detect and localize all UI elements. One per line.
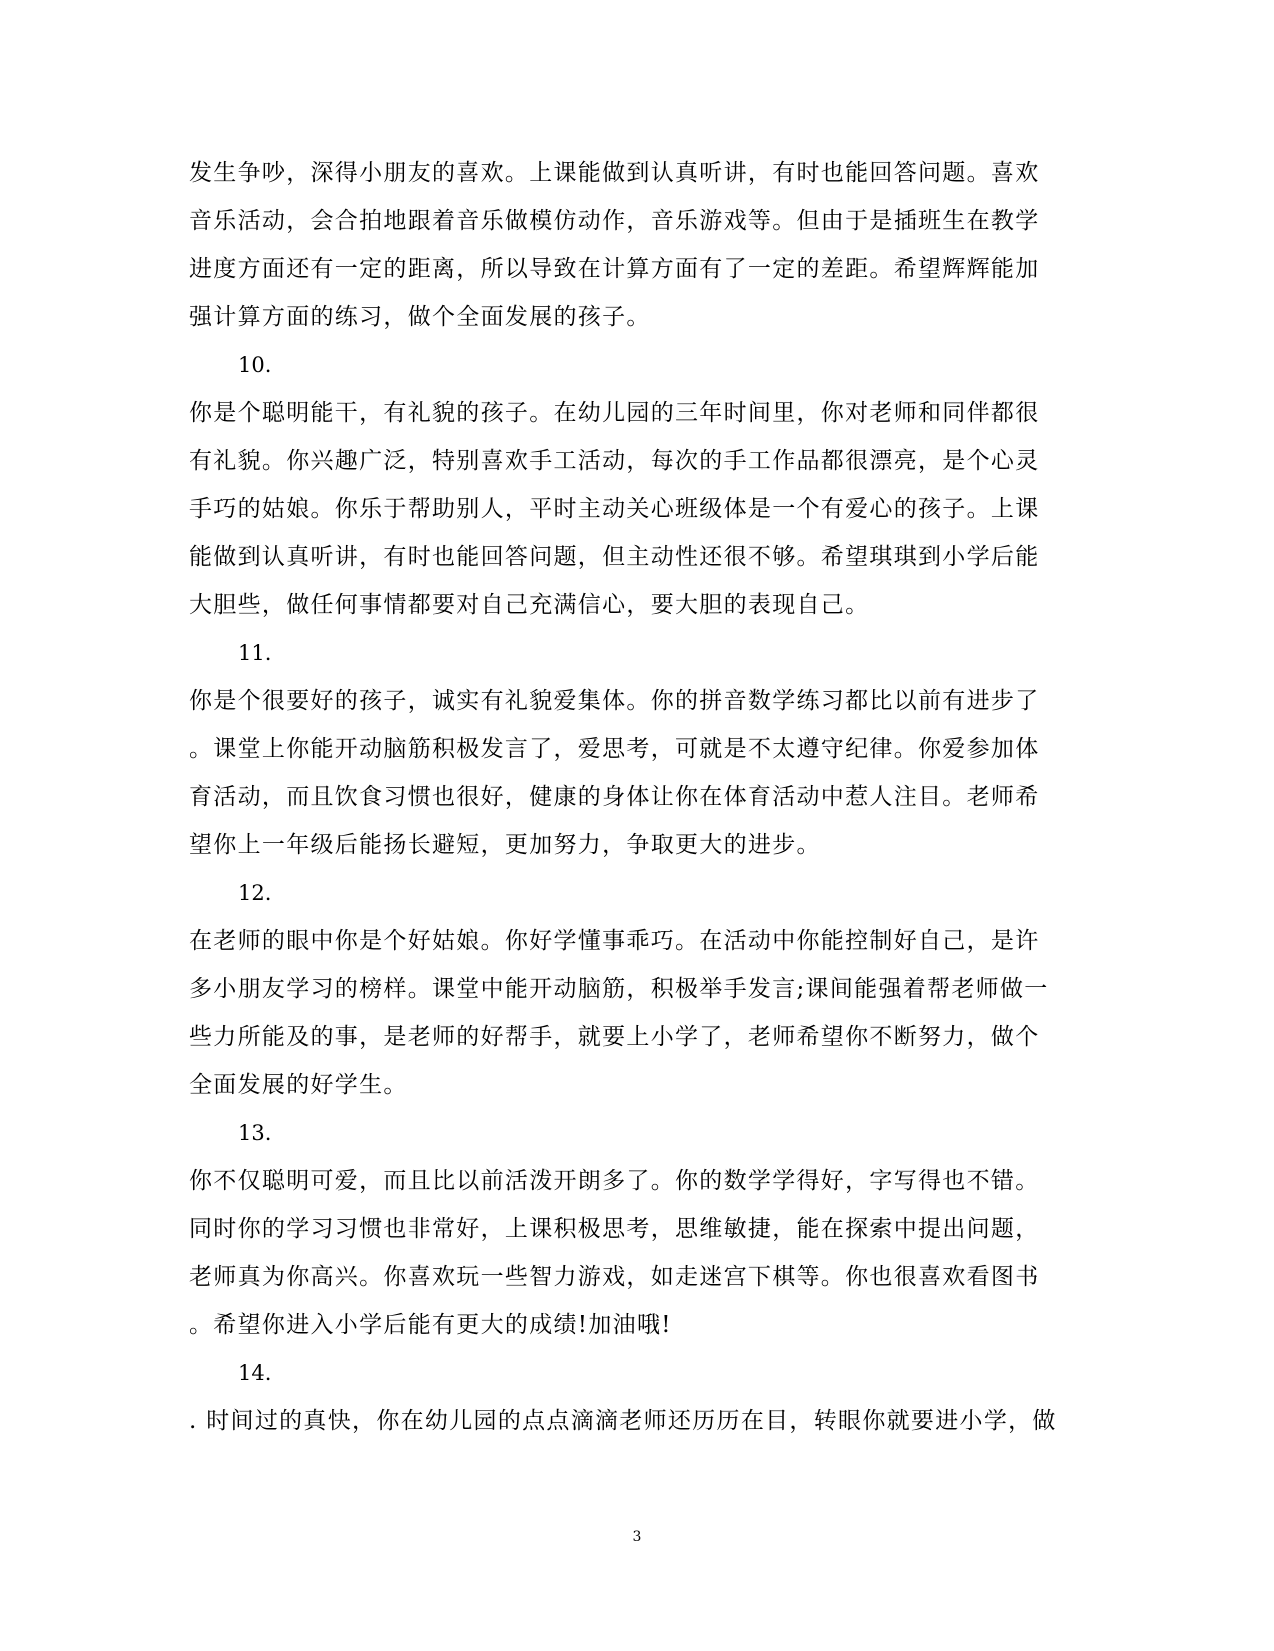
paragraph-line: 强计算方面的练习，做个全面发展的孩子。 (189, 304, 651, 330)
paragraph-line: 全面发展的好学生。 (189, 1072, 408, 1098)
paragraph-line: 音乐活动，会合拍地跟着音乐做模仿动作，音乐游戏等。但由于是插班生在教学 (189, 208, 1040, 234)
document-body (189, 149, 1069, 1445)
paragraph-line: 发生争吵，深得小朋友的喜欢。上课能做到认真听讲，有时也能回答问题。喜欢 (189, 160, 1040, 186)
paragraph-line: 。希望你进入小学后能有更大的成绩!加油哦! (189, 1312, 672, 1338)
paragraph-line: 在老师的眼中你是个好姑娘。你好学懂事乖巧。在活动中你能控制好自己，是许 (189, 928, 1040, 954)
paragraph-line: 多小朋友学习的榜样。课堂中能开动脑筋，积极举手发言;课间能强着帮老师做一 (189, 976, 1049, 1002)
page-number: 3 (632, 1529, 642, 1545)
paragraph-line: 手巧的姑娘。你乐于帮助别人，平时主动关心班级体是一个有爱心的孩子。上课 (189, 496, 1040, 522)
item-number: 11. (238, 641, 272, 665)
paragraph-line: 进度方面还有一定的距离，所以导致在计算方面有了一定的差距。希望辉辉能加 (189, 256, 1040, 282)
item-number: 13. (238, 1121, 272, 1145)
paragraph-line: 能做到认真听讲，有时也能回答问题，但主动性还很不够。希望琪琪到小学后能 (189, 544, 1040, 570)
item-number: 14. (238, 1361, 272, 1385)
paragraph-line: 大胆些，做任何事情都要对自己充满信心，要大胆的表现自己。 (189, 592, 870, 618)
paragraph-line: 有礼貌。你兴趣广泛，特别喜欢手工活动，每次的手工作品都很漂亮，是个心灵 (189, 448, 1040, 474)
paragraph-line: 你是个很要好的孩子，诚实有礼貌爱集体。你的拼音数学练习都比以前有进步了 (189, 688, 1040, 714)
paragraph-line: 。课堂上你能开动脑筋积极发言了，爱思考，可就是不太遵守纪律。你爱参加体 (189, 736, 1040, 762)
paragraph-line: 育活动，而且饮食习惯也很好，健康的身体让你在体育活动中惹人注目。老师希 (189, 784, 1040, 810)
paragraph-line: 些力所能及的事，是老师的好帮手，就要上小学了，老师希望你不断努力，做个 (189, 1024, 1040, 1050)
paragraph-line: 你是个聪明能干，有礼貌的孩子。在幼儿园的三年时间里，你对老师和同伴都很 (189, 400, 1040, 426)
item-number: 10. (238, 353, 272, 377)
paragraph-line: . 时间过的真快，你在幼儿园的点点滴滴老师还历历在目，转眼你就要进小学，做 (189, 1408, 1057, 1434)
paragraph-line: 望你上一年级后能扬长避短，更加努力，争取更大的进步。 (189, 832, 821, 858)
paragraph-line: 老师真为你高兴。你喜欢玩一些智力游戏，如走迷宫下棋等。你也很喜欢看图书 (189, 1264, 1040, 1290)
item-number: 12. (238, 881, 272, 905)
paragraph-line: 同时你的学习习惯也非常好，上课积极思考，思维敏捷，能在探索中提出问题， (189, 1216, 1040, 1242)
paragraph-line: 你不仅聪明可爱，而且比以前活泼开朗多了。你的数学学得好，字写得也不错。 (189, 1168, 1040, 1194)
